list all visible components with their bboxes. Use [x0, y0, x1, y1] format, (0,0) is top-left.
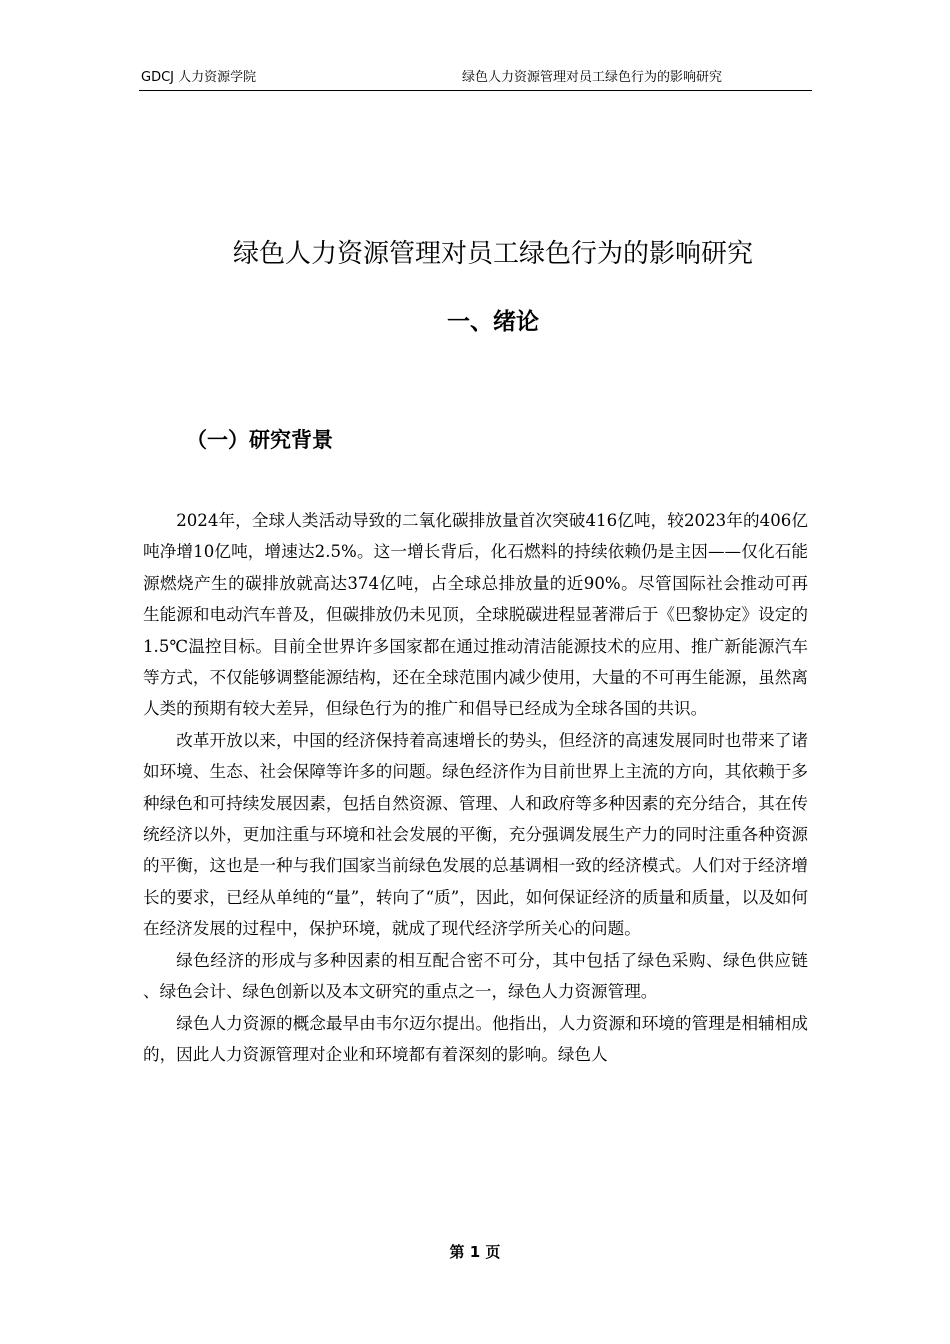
paragraph: 绿色经济的形成与多种因素的相互配合密不可分，其中包括了绿色采购、绿色供应链 、绿色会计、绿色创新以及本文研究的重点之一，绿色人力资源管理。: [143, 950, 808, 1002]
page-number: 第 1 页: [449, 1243, 501, 1261]
page-header: [139, 68, 812, 91]
section-heading: （一）研究背景: [186, 428, 333, 452]
document-title: 绿色人力资源管理对员工绿色行为的影响研究: [232, 239, 753, 269]
chapter-heading: 一、绪论: [447, 309, 539, 335]
header-institution: GDCJ 人力资源学院: [141, 70, 257, 85]
header-running-title: 绿色人力资源管理对员工绿色行为的影响研究: [462, 70, 723, 85]
paragraph: 绿色人力资源的概念最早由韦尔迈尔提出。他指出，人力资源和环境的管理是相辅相成的，因此人力资源管理对企业和环境都有着深刻的影响。绿色人: [143, 1013, 808, 1064]
body-text: [143, 505, 808, 1070]
paragraph: 改革开放以来，中国的经济保持着高速增长的势头，但经济的高速发展同时也带来了诸如环境、生态、社会保障等许多的问题。绿色经济作为目前世界上主流的方向，其依赖于多种绿色和可持续发展因素，包括自然资源、管理、人和政府等多种因素的充分结合，其在传统经济以外，更加注重与环境和社会发展的平衡，充分强调发展生产力的同时注重各种资源的平衡，这也是一种与我们国家当前绿色发展的总基调相一致的经济模式。人们对于经济增长的要求，已经从单纯的“量”，转向了“质”，因此，如何保证经济的质量和质量，以及如何在经济发展的过程中，保护环境，就成了现代经济学所关心的问题。: [143, 730, 808, 939]
paragraph: 2024年，全球人类活动导致的二氧化碳排放量首次突破416亿吨，较2023年的406亿吨净增10亿吨，增速达2.5%。这一增长背后，化石燃料的持续依赖仍是主因——仅化石能源燃烧产生的碳排放就高达374亿吨，占全球总排放量的近90%。尽管国际社会推动可再生能源和电动汽车普及，但碳排放仍未见顶，全球脱碳进程显著滞后于《巴黎协定》设定的1.5℃温控目标。目前全世界许多国家都在通过推动清洁能源技术的应用、推广新能源汽车等方式，不仅能够调整能源结构，还在全球范围内减少使用，大量的不可再生能源，虽然离人类的预期有较大差异，但绿色行为的推广和倡导已经成为全球各国的共识。: [143, 511, 808, 719]
